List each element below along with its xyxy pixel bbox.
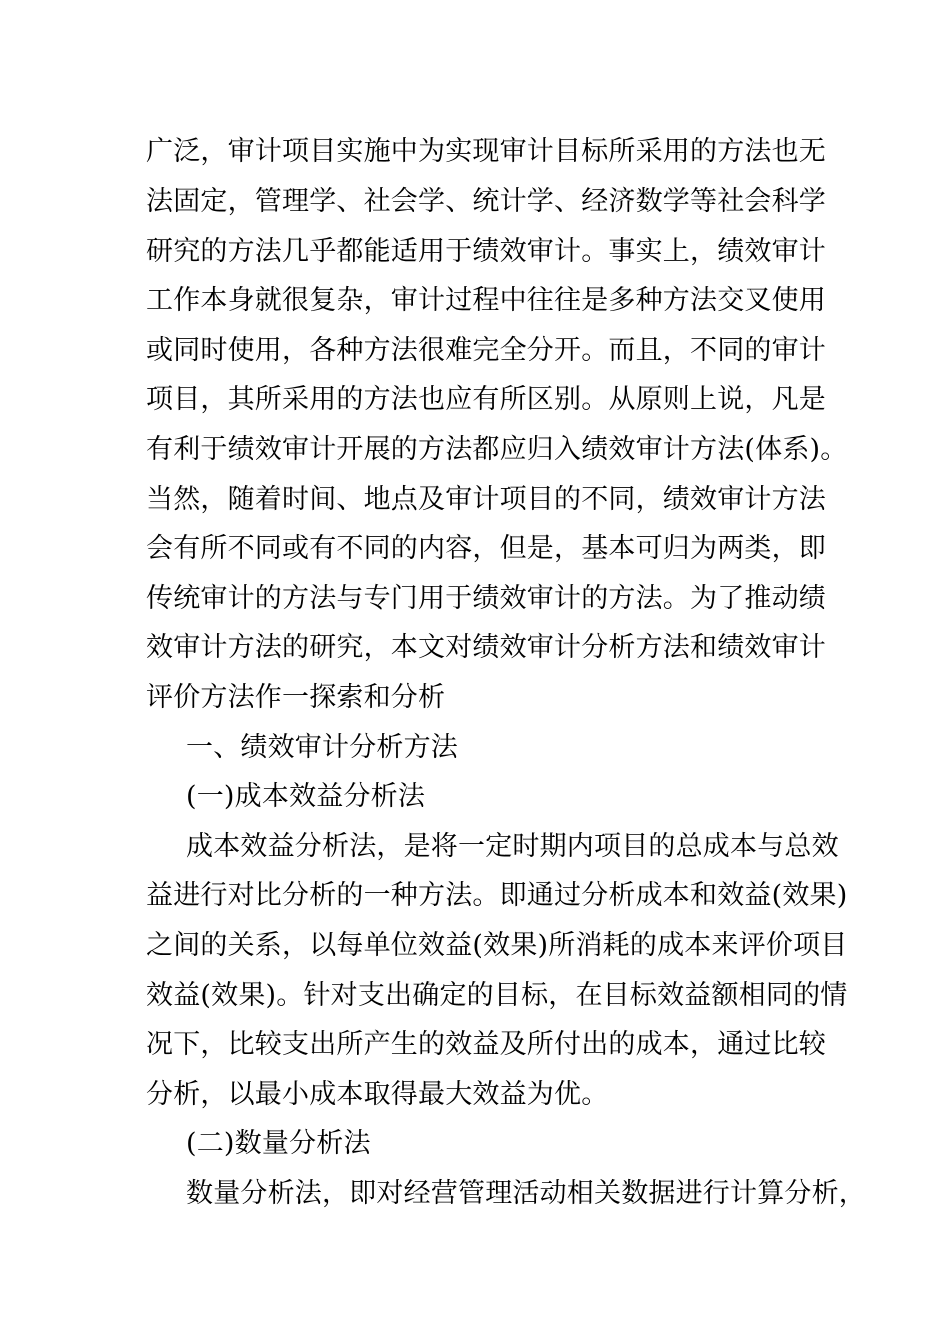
text-line: 况下，比较支出所产生的效益及所付出的成本，通过比较: [146, 1029, 826, 1060]
subsection-heading: (二)数量分析法: [186, 1128, 371, 1159]
text-line: 研究的方法几乎都能适用于绩效审计。事实上，绩效审计: [146, 236, 826, 267]
paragraph-start-line: 数量分析法，即对经营管理活动相关数据进行计算分析，: [186, 1178, 866, 1209]
subsection-heading: (一)成本效益分析法: [186, 781, 426, 812]
text-line: 广泛，审计项目实施中为实现审计目标所采用的方法也无: [146, 136, 826, 167]
text-line: 传统审计的方法与专门用于绩效审计的方法。为了推动绩: [146, 583, 826, 614]
section-heading: 一、绩效审计分析方法: [186, 732, 458, 763]
text-line: 评价方法作一探索和分析: [146, 682, 446, 713]
text-line: 有利于绩效审计开展的方法都应归入绩效审计方法(体系)。: [146, 434, 848, 465]
text-line: 会有所不同或有不同的内容，但是，基本可归为两类，即: [146, 533, 826, 564]
text-line: 效益(效果)。针对支出确定的目标，在目标效益额相同的情: [146, 980, 848, 1011]
paragraph-start-line: 成本效益分析法，是将一定时期内项目的总成本与总效: [186, 831, 839, 862]
text-line: 之间的关系，以每单位效益(效果)所消耗的成本来评价项目: [146, 930, 848, 961]
text-line: 益进行对比分析的一种方法。即通过分析成本和效益(效果): [146, 880, 848, 911]
text-line: 或同时使用，各种方法很难完全分开。而且，不同的审计: [146, 335, 826, 366]
text-line: 项目，其所采用的方法也应有所区别。从原则上说，凡是: [146, 384, 826, 415]
text-line: 法固定，管理学、社会学、统计学、经济数学等社会科学: [146, 186, 826, 217]
text-line: 工作本身就很复杂，审计过程中往往是多种方法交叉使用: [146, 285, 826, 316]
text-line: 分析，以最小成本取得最大效益为优。: [146, 1079, 609, 1110]
text-line: 效审计方法的研究，本文对绩效审计分析方法和绩效审计: [146, 632, 826, 663]
text-line: 当然，随着时间、地点及审计项目的不同，绩效审计方法: [146, 484, 826, 515]
